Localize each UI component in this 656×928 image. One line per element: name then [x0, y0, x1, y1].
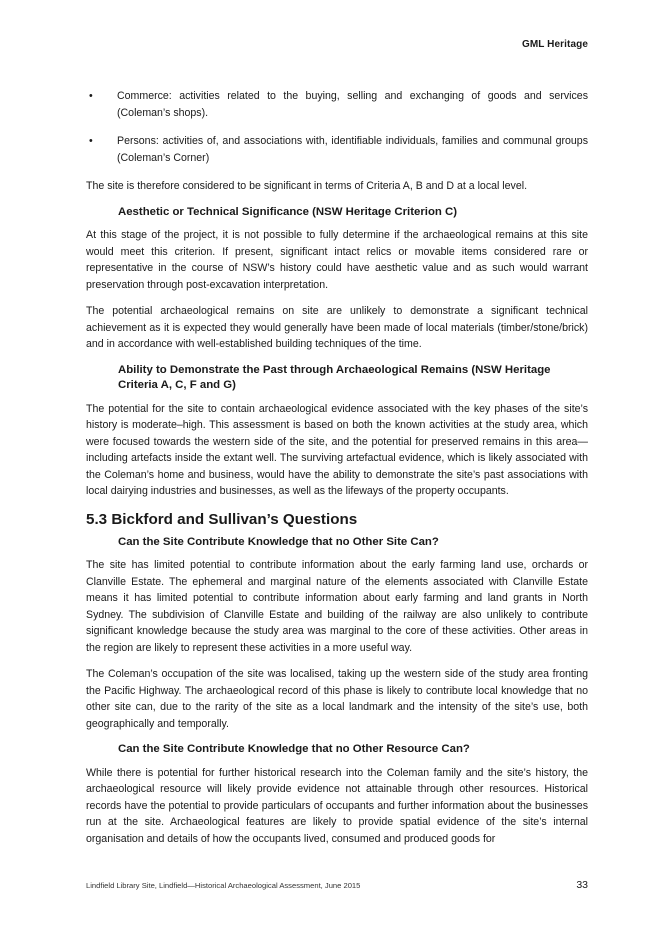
bullet-commerce [86, 88, 588, 121]
paragraph-site-1: The site has limited potential to contribute information about the early farming land use, orchards or Clanville Estate. The ephemeral and marginal nature of the elements associated with Clanville Estate means it has limited potential to contribute information about early farming and land grants in North Sydney. The subdivision of Clanville Estate and building of the railway are also unlikely to contribute significant knowledge because the study area was marginal to the core of these activities. Other areas in the region are likely to represent these activities in a more useful way. [86, 559, 588, 654]
heading-other-site: Can the Site Contribute Knowledge that no Other Site Can? [118, 535, 439, 548]
section-heading: 5.3 Bickford and Sullivan’s Questions [86, 510, 358, 528]
page-body [86, 88, 588, 857]
heading-ability: Ability to Demonstrate the Past through Archaeological Remains (NSW Heritage Criteria A, C, F and G) [118, 363, 551, 391]
bullet-dot: • [89, 90, 93, 102]
bullet-dot: • [89, 135, 93, 147]
paragraph-aesthetic-2: The potential archaeological remains on site are unlikely to demonstrate a significant technical achievement as it is expected they would generally have been made of local materials (timber/stone/brick) and in accordance with well-established building techniques of the time. [86, 305, 588, 350]
paragraph-resource: While there is potential for further historical research into the Coleman family and the site’s history, the archaeological resource will likely provide evidence not attainable through other resources. Historical records have the potential to provide particulars of occupants and further information about the businesses run at the site. Archaeological features are likely to provide spatial evidence of the site’s internal organisation and details of how the occupants lived, consumed and produced goods for [86, 766, 588, 845]
paragraph-aesthetic-1: At this stage of the project, it is not possible to fully determine if the archaeological remains at this site would meet this criterion. If present, significant intact relics or movable items considered rare or representative in the course of NSW’s history could have aesthetic value and as such would warrant preservation through post-excavation interpretation. [86, 229, 588, 291]
paragraph-site-2: The Coleman’s occupation of the site was localised, taking up the western side of the study area fronting the Pacific Highway. The archaeological record of this phase is likely to contribute local knowledge that no other site can, due to the rarity of the site as a local landmark and the intensity of the site’s use, both geographically and temporally. [86, 668, 588, 730]
paragraph-criteria: The site is therefore considered to be significant in terms of Criteria A, B and D at a local level. [86, 180, 528, 192]
heading-other-resource: Can the Site Contribute Knowledge that no Other Resource Can? [118, 743, 470, 755]
footer-title: Lindfield Library Site, Lindfield—Historical Archaeological Assessment, June 2015 [86, 881, 361, 890]
page-number: 33 [576, 879, 588, 891]
heading-aesthetic: Aesthetic or Technical Significance (NSW Heritage Criterion C) [118, 205, 458, 218]
bullet-text: Commerce: activities related to the buying, selling and exchanging of goods and services (Coleman’s shops). [117, 90, 588, 119]
header-org: GML Heritage [521, 39, 588, 50]
bullet-text: Persons: activities of, and associations with, identifiable individuals, families and communal groups (Coleman’s Corner) [117, 135, 588, 164]
paragraph-ability: The potential for the site to contain archaeological evidence associated with the key phases of the site’s history is moderate–high. This assessment is based on both the known activities at the study area, which were focused towards the western side of the site, and the potential for preserved remains in this area—including artefacts inside the extant well. The surviving artefactual evidence, which is likely associated with the Coleman’s home and business, would have the ability to demonstrate the site’s past associations with local dairying industries and businesses, as well as the lifeways of the property occupants. [86, 402, 588, 497]
bullet-persons [86, 133, 588, 166]
